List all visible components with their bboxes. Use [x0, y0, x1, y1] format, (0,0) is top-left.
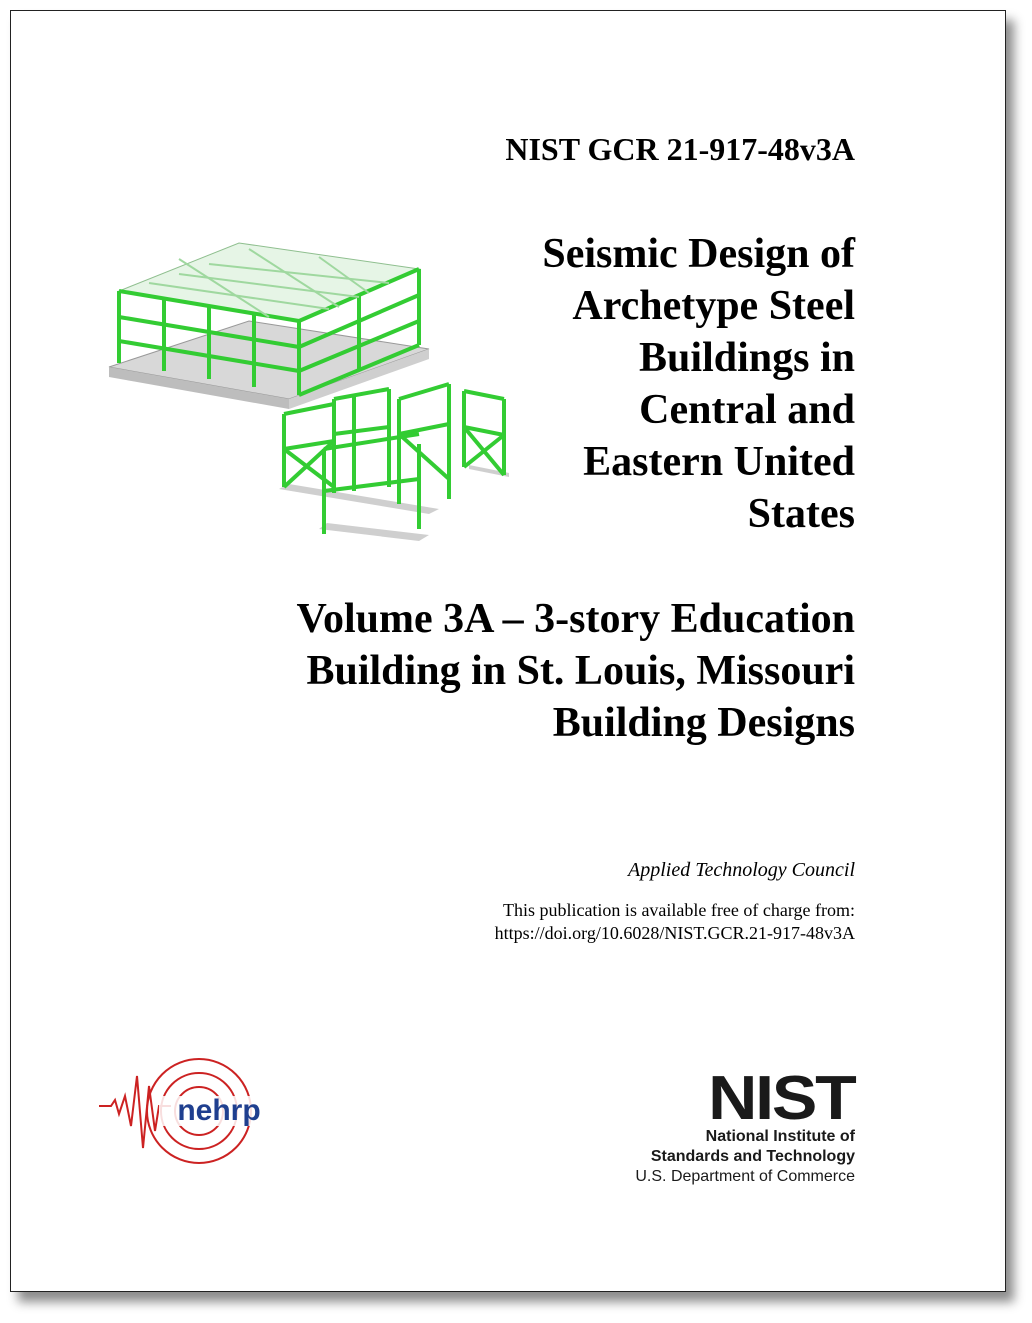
- title-line: Archetype Steel: [572, 283, 855, 329]
- title-line: Eastern United: [583, 439, 855, 485]
- volume-line: Building in St. Louis, Missouri: [306, 648, 855, 694]
- publisher: Applied Technology Council: [627, 859, 855, 881]
- title-line: States: [747, 491, 855, 537]
- nehrp-logo: [99, 1056, 289, 1166]
- nist-name-line2: Standards and Technology: [650, 1148, 855, 1165]
- doi-link[interactable]: https://doi.org/10.6028/NIST.GCR.21-917-48v3A: [494, 923, 855, 943]
- title-line: Buildings in: [639, 335, 855, 381]
- volume-line: Volume 3A – 3-story Education: [296, 596, 855, 642]
- nist-name-line1: National Institute of: [705, 1128, 855, 1145]
- nist-logo: [635, 1064, 855, 1187]
- nist-department: U.S. Department of Commerce: [635, 1168, 855, 1185]
- title-line: Seismic Design of: [542, 231, 855, 277]
- nist-wordmark: NIST: [708, 1064, 855, 1133]
- availability-note: [495, 899, 855, 945]
- availability-text: This publication is available free of charge from:: [502, 900, 855, 920]
- document-title: [335, 228, 855, 540]
- title-line: Central and: [639, 387, 855, 433]
- nehrp-wordmark: nehrp: [177, 1094, 261, 1127]
- cover-page: [10, 10, 1006, 1292]
- volume-line: Building Designs: [552, 700, 855, 746]
- report-number: NIST GCR 21-917-48v3A: [505, 131, 855, 167]
- volume-subtitle: [155, 593, 855, 749]
